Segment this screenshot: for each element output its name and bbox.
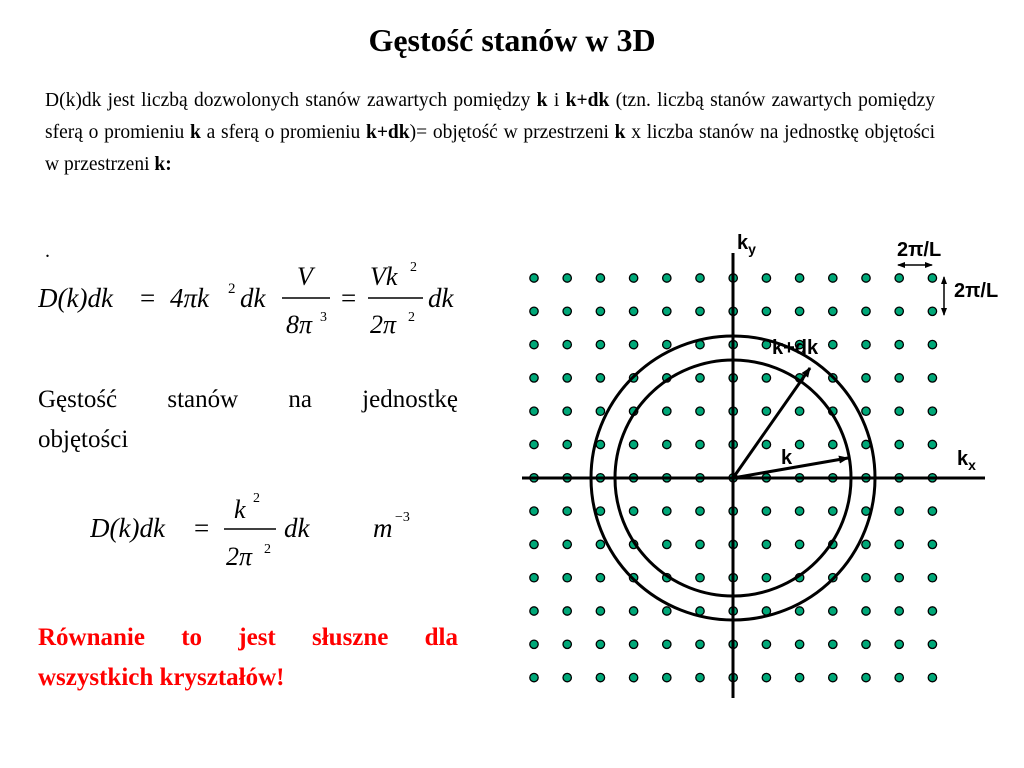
lattice-point [762, 540, 770, 548]
lattice-point [530, 340, 538, 348]
lattice-point [563, 440, 571, 448]
lattice-point [629, 274, 637, 282]
lattice-point [629, 507, 637, 515]
lattice-point [762, 274, 770, 282]
eq2-lhs: D(k)dk [90, 513, 165, 543]
lattice-point [596, 340, 604, 348]
lattice-point [862, 540, 870, 548]
intro-bold-kdk-1: k+dk [565, 90, 610, 111]
lattice-point [895, 340, 903, 348]
lattice-point [795, 440, 803, 448]
lattice-point [762, 440, 770, 448]
lattice-point [596, 673, 604, 681]
lattice-point [663, 407, 671, 415]
lattice-point [629, 607, 637, 615]
lattice-point [563, 640, 571, 648]
lattice-point [928, 607, 936, 615]
lattice-point [795, 407, 803, 415]
lattice-point [862, 307, 870, 315]
lattice-point [530, 274, 538, 282]
lattice-point [596, 540, 604, 548]
lattice-point [696, 540, 704, 548]
lattice-point [563, 574, 571, 582]
eq2-dk: dk [284, 513, 310, 543]
lattice-point [696, 307, 704, 315]
lattice-point [928, 307, 936, 315]
lattice-point [530, 640, 538, 648]
equation-density-total [38, 255, 478, 345]
density-caption-line-1: Gęstość stanów na jednostkę [38, 386, 458, 413]
lattice-point [596, 574, 604, 582]
lattice-point [895, 407, 903, 415]
lattice-point [795, 507, 803, 515]
lattice-point [762, 407, 770, 415]
lattice-point [596, 507, 604, 515]
lattice-point [928, 574, 936, 582]
lattice-point [928, 274, 936, 282]
lattice-point [762, 307, 770, 315]
eq1-frac2-den: 2π [370, 310, 397, 339]
lattice-point [862, 640, 870, 648]
intro-text-5: )= objętość w przestrzeni [409, 122, 615, 143]
eq1-mid-sup: 2 [228, 281, 236, 297]
lattice-point [530, 607, 538, 615]
eq1-frac1-num: V [297, 262, 313, 291]
lattice-point [829, 440, 837, 448]
lattice-point [928, 407, 936, 415]
lattice-point [829, 340, 837, 348]
lattice-point [530, 440, 538, 448]
lattice-point [563, 374, 571, 382]
intro-bold-k-4: k: [154, 154, 172, 175]
lattice-point [895, 640, 903, 648]
lattice-point [928, 640, 936, 648]
lattice-point [895, 607, 903, 615]
intro-paragraph [45, 85, 935, 181]
lattice-point [829, 507, 837, 515]
k-plus-dk-label: k+dk [772, 337, 819, 359]
lattice-point [596, 374, 604, 382]
lattice-point [762, 673, 770, 681]
stray-dot: . [45, 240, 50, 262]
lattice-point [530, 507, 538, 515]
lattice-point [696, 274, 704, 282]
lattice-point [663, 440, 671, 448]
lattice-point [795, 673, 803, 681]
lattice-point [663, 507, 671, 515]
lattice-point [928, 340, 936, 348]
lattice-point [563, 607, 571, 615]
lattice-point [563, 407, 571, 415]
lattice-point [530, 307, 538, 315]
lattice-point [829, 607, 837, 615]
lattice-point [895, 507, 903, 515]
eq1-equals-2: = [341, 283, 357, 313]
lattice-point [928, 673, 936, 681]
lattice-point [928, 374, 936, 382]
lattice-point [696, 574, 704, 582]
lattice-point [563, 274, 571, 282]
lattice-point [629, 640, 637, 648]
spacing-horizontal-label: 2π/L [897, 239, 942, 261]
k-label: k [781, 447, 793, 469]
lattice-point [530, 673, 538, 681]
intro-bold-k-1: k [536, 90, 548, 111]
eq1-frac2-num: Vk [370, 262, 398, 291]
lattice-point [895, 540, 903, 548]
lattice-point [629, 440, 637, 448]
intro-text-4: a sferą o promieniu [200, 122, 366, 143]
lattice-point [795, 540, 803, 548]
lattice-point [762, 640, 770, 648]
lattice-point [862, 673, 870, 681]
lattice-point [762, 507, 770, 515]
eq1-frac2-num-sup: 2 [410, 260, 417, 275]
eq1-lhs: D(k)dk [38, 283, 113, 313]
lattice-point [895, 440, 903, 448]
ky-sub: y [748, 241, 756, 257]
slide-title: Gęstość stanów w 3D [368, 22, 656, 58]
eq2-unit-sup: −3 [395, 510, 410, 525]
eq1-rhs-dk: dk [428, 283, 454, 313]
lattice-point [530, 574, 538, 582]
lattice-point [663, 274, 671, 282]
intro-text-6: x liczba stanów na jednostkę objętości w przestrzeni [45, 122, 935, 175]
eq1-frac1-den: 8π [286, 310, 313, 339]
validity-note-line-2: wszystkich kryształów! [38, 664, 285, 691]
vector-k-plus-dk-arrow [733, 368, 810, 478]
eq2-equals: = [194, 513, 210, 543]
lattice-point [829, 307, 837, 315]
eq2-num-sup: 2 [253, 491, 260, 506]
density-caption-line-2: objętości [38, 426, 129, 453]
eq2-unit: m [373, 513, 393, 543]
kx-sub: x [968, 457, 976, 473]
lattice-point [663, 340, 671, 348]
intro-bold-kdk-2: k+dk [365, 122, 410, 143]
lattice-point [563, 307, 571, 315]
ky-label: $k_y$ [737, 232, 756, 257]
lattice-point [696, 440, 704, 448]
lattice-point [663, 673, 671, 681]
lattice-point [696, 374, 704, 382]
lattice-point [629, 340, 637, 348]
lattice-point [928, 507, 936, 515]
lattice-point [928, 440, 936, 448]
equation-density-per-volume [90, 480, 440, 580]
lattice-point [663, 307, 671, 315]
lattice-point [862, 374, 870, 382]
lattice-point [862, 340, 870, 348]
intro-text-3: (tzn. liczbą stanów zawartych pomiędzy sferą o promieniu [45, 90, 936, 143]
lattice-point [563, 507, 571, 515]
lattice-point [663, 607, 671, 615]
lattice-point [862, 607, 870, 615]
lattice-point [596, 640, 604, 648]
lattice-point [563, 673, 571, 681]
intro-text-2: i [547, 90, 566, 111]
lattice-point [696, 407, 704, 415]
lattice-point [596, 307, 604, 315]
lattice-point [795, 607, 803, 615]
eq2-den-sup: 2 [264, 542, 271, 557]
lattice-point [530, 540, 538, 548]
lattice-point [829, 274, 837, 282]
lattice-point [629, 307, 637, 315]
eq2-num: k [234, 495, 246, 524]
lattice-point [663, 540, 671, 548]
kx-label: $k_x$ [957, 448, 976, 473]
lattice-point [829, 640, 837, 648]
eq1-equals-1: = [140, 283, 156, 313]
lattice-point [596, 440, 604, 448]
lattice-point [596, 607, 604, 615]
lattice-point [895, 574, 903, 582]
eq1-frac2-den-sup: 2 [408, 310, 415, 325]
lattice-point [829, 673, 837, 681]
lattice-point [530, 374, 538, 382]
lattice-point [696, 673, 704, 681]
lattice-point [762, 374, 770, 382]
eq1-mid-dk: dk [240, 283, 266, 313]
lattice-point [895, 274, 903, 282]
intro-bold-k-3: k [614, 122, 626, 143]
lattice-point [596, 274, 604, 282]
lattice-point [795, 274, 803, 282]
density-caption [38, 380, 458, 460]
intro-bold-k-2: k [190, 122, 201, 143]
lattice-point [862, 407, 870, 415]
eq1-mid: 4πk [170, 283, 210, 313]
spacing-vertical-label: 2π/L [954, 280, 999, 302]
lattice-point [795, 640, 803, 648]
eq1-frac1-den-sup: 3 [320, 310, 327, 325]
intro-text-1: D(k)dk jest liczbą dozwolonych stanów zawartych pomiędzy [45, 90, 537, 111]
lattice-point [895, 307, 903, 315]
lattice-point [530, 407, 538, 415]
lattice-point [895, 374, 903, 382]
lattice-point [696, 640, 704, 648]
k-space-lattice-diagram [500, 225, 1010, 705]
lattice-point [696, 507, 704, 515]
validity-note-line-1: Równanie to jest słuszne dla [38, 624, 458, 651]
lattice-point [895, 673, 903, 681]
validity-note [38, 618, 458, 698]
lattice-point [629, 673, 637, 681]
lattice-point [928, 540, 936, 548]
lattice-point [596, 407, 604, 415]
lattice-point [663, 640, 671, 648]
lattice-point [862, 274, 870, 282]
lattice-point [563, 340, 571, 348]
lattice-point [563, 540, 571, 548]
eq2-den: 2π [226, 542, 253, 571]
lattice-point [795, 307, 803, 315]
lattice-point [862, 574, 870, 582]
lattice-point [762, 574, 770, 582]
